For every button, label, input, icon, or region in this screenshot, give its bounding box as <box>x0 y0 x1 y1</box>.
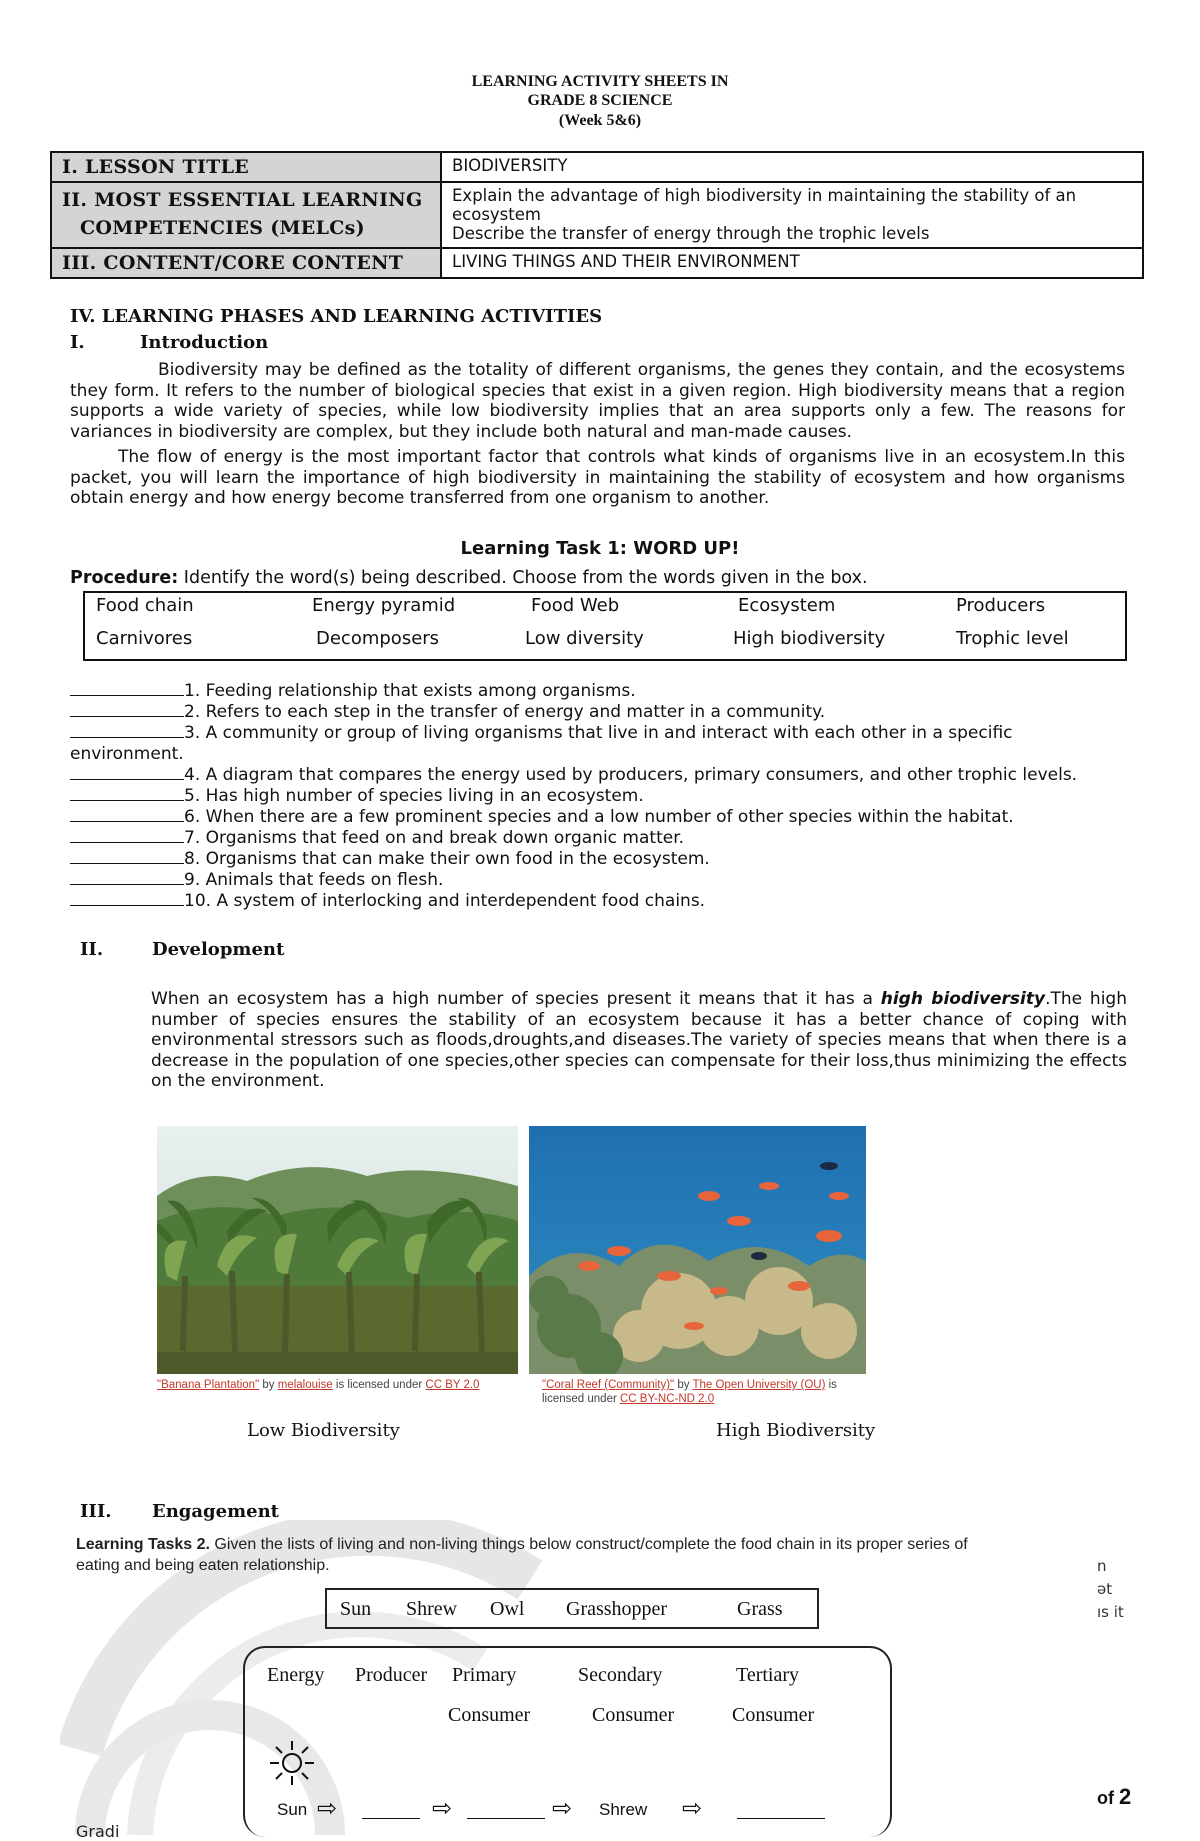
stray-text-fragments: n ət ıs it <box>1097 1557 1124 1621</box>
word-choice: Trophic level <box>956 628 1069 649</box>
task1-item-continuation: environment. <box>70 744 184 764</box>
chain-header-tertiary: Tertiary <box>736 1664 800 1686</box>
sheet-title-line3: (Week 5&6) <box>558 112 642 129</box>
task1-item: 2. Refers to each step in the transfer of energy and matter in a community. <box>70 702 825 722</box>
coral-reef-image <box>529 1126 866 1374</box>
left-credit-author-link[interactable]: melalouise <box>277 1379 333 1391</box>
task1-item: 1. Feeding relationship that exists among organisms. <box>70 681 636 701</box>
sun-icon <box>267 1738 317 1788</box>
chain-sub-consumer: Consumer <box>592 1704 675 1726</box>
food-item: Owl <box>490 1598 525 1620</box>
chain-answer-blank[interactable] <box>362 1818 420 1819</box>
task1-title: Learning Task 1: WORD UP! <box>460 538 740 559</box>
melc-label <box>51 182 441 248</box>
content-row <box>51 248 1143 278</box>
food-items-box <box>325 1588 819 1629</box>
food-item: Sun <box>340 1598 372 1620</box>
lesson-info-table <box>50 151 1144 279</box>
chain-header-primary: Primary <box>452 1664 517 1686</box>
left-credit-title-link[interactable]: "Banana Plantation" <box>157 1379 260 1391</box>
banana-plantation-image <box>157 1126 518 1374</box>
lesson-title-label: I. LESSON TITLE <box>51 152 441 182</box>
procedure-text: Identify the word(s) being described. Choose from the words given in the box. <box>183 568 868 588</box>
development-paragraph: When an ecosystem has a high number of species present it means that it has a high biodiversity.The high number of species ensures the stability of an ecosystem because it has a better chance of coping with environmental stressors such as floods,droughts,and diseases.The variety of species means that when there is a decrease in the population of one species,other species can compensate for their loss,thus minimizing the effects on the environment. <box>151 989 1127 1091</box>
melc-value-line2: ecosystem <box>452 205 541 224</box>
high-biodiversity-caption: High Biodiversity <box>716 1420 876 1441</box>
chain-sub-consumer: Consumer <box>732 1704 815 1726</box>
food-item: Shrew <box>406 1598 458 1620</box>
lesson-title-value: BIODIVERSITY <box>441 152 1143 182</box>
answer-blank[interactable] <box>70 702 184 717</box>
chain-sun-label: Sun <box>277 1800 308 1819</box>
chain-header-producer: Producer <box>355 1664 428 1686</box>
task1-procedure <box>70 568 868 588</box>
answer-blank[interactable] <box>70 849 184 864</box>
task1-item: 3. A community or group of living organisms that live in and interact with each other in a specific <box>70 723 1013 743</box>
task1-item: 5. Has high number of species living in an ecosystem. <box>70 786 644 806</box>
intro-paragraph-1: Biodiversity may be defined as the totality of different organisms, the genes they contain, and the ecosystems they form. It refers to the number of biological species that exist in a given region. High biodiversity means that a region supports a wide variety of species, while low biodiversity implies that an area supports only a few. The reasons for variances in biodiversity are complex, but they include both natural and man-made causes. <box>70 360 1125 442</box>
answer-blank[interactable] <box>70 723 184 738</box>
word-choice: Carnivores <box>96 628 193 649</box>
word-choice-box <box>83 591 1127 661</box>
word-choice: Food chain <box>96 595 194 616</box>
melc-value-line3: Describe the transfer of energy through the trophic levels <box>452 224 930 243</box>
chain-answer-blank[interactable] <box>737 1818 825 1819</box>
task1-item: 9. Animals that feeds on flesh. <box>70 870 443 890</box>
chain-header-energy: Energy <box>267 1664 325 1686</box>
bottom-text-fragment: Gradi <box>76 1822 120 1841</box>
chain-answer-blank[interactable] <box>467 1818 545 1819</box>
arrow-right-icon: ⇨ <box>682 1794 703 1822</box>
sheet-title-line1: LEARNING ACTIVITY SHEETS IN <box>471 73 729 90</box>
lesson-title-row <box>51 152 1143 182</box>
task1-item: 10. A system of interlocking and interdependent food chains. <box>70 891 705 911</box>
content-label: III. CONTENT/CORE CONTENT <box>51 248 441 278</box>
arrow-right-icon: ⇨ <box>317 1794 338 1822</box>
melc-label-line1: II. MOST ESSENTIAL LEARNING <box>62 189 423 211</box>
answer-blank[interactable] <box>70 765 184 780</box>
page-indicator: of 2 <box>1097 1784 1132 1809</box>
chain-header-secondary: Secondary <box>578 1664 663 1686</box>
answer-blank[interactable] <box>70 807 184 822</box>
word-choice: Decomposers <box>316 628 440 649</box>
right-credit-author-link[interactable]: The Open University (OU) <box>692 1379 826 1391</box>
content-value: LIVING THINGS AND THEIR ENVIRONMENT <box>441 248 1143 278</box>
procedure-label: Procedure: <box>70 568 179 588</box>
left-credit-license-link[interactable]: CC BY 2.0 <box>425 1379 480 1391</box>
arrow-right-icon: ⇨ <box>432 1794 453 1822</box>
development-numeral: II. <box>80 939 104 960</box>
chain-sub-consumer: Consumer <box>448 1704 531 1726</box>
word-choice: Ecosystem <box>738 595 836 616</box>
sheet-title-line2: GRADE 8 SCIENCE <box>527 92 673 109</box>
word-choice: High biodiversity <box>733 628 886 649</box>
low-biodiversity-caption: Low Biodiversity <box>247 1420 400 1441</box>
right-credit-license-link[interactable]: CC BY-NC-ND 2.0 <box>620 1393 715 1405</box>
chain-shrew-label: Shrew <box>599 1800 648 1819</box>
melc-value <box>441 182 1143 248</box>
task1-item: 7. Organisms that feed on and break down organic matter. <box>70 828 684 848</box>
answer-blank[interactable] <box>70 891 184 906</box>
right-credit-title-link[interactable]: "Coral Reef (Community)" <box>542 1379 675 1391</box>
task2-instructions: Learning Tasks 2. Given the lists of living and non-living things below construct/complete the food chain in its proper series of eating and being eaten relationship. <box>76 1536 968 1574</box>
melc-row <box>51 182 1143 248</box>
word-choice: Energy pyramid <box>312 595 456 616</box>
arrow-right-icon: ⇨ <box>552 1794 573 1822</box>
section-iv-heading: IV. LEARNING PHASES AND LEARNING ACTIVITIES <box>70 306 603 327</box>
answer-blank[interactable] <box>70 681 184 696</box>
development-heading: Development <box>152 939 285 960</box>
engagement-numeral: III. <box>80 1501 112 1522</box>
high-biodiversity-emphasis: high biodiversity <box>880 989 1046 1009</box>
answer-blank[interactable] <box>70 828 184 843</box>
task1-item: 8. Organisms that can make their own food in the ecosystem. <box>70 849 710 869</box>
intro-numeral: I. <box>70 332 85 353</box>
food-chain-diagram <box>243 1646 892 1837</box>
intro-heading: Introduction <box>140 332 269 353</box>
task1-item: 4. A diagram that compares the energy used by producers, primary consumers, and other trophic levels. <box>70 765 1077 785</box>
task2-label: Learning Tasks 2. <box>76 1536 210 1553</box>
task1-item: 6. When there are a few prominent species and a low number of other species within the habitat. <box>70 807 1014 827</box>
right-image-credit: "Coral Reef (Community)" by The Open University (OU) is licensed under CC BY-NC-ND 2.0 <box>542 1379 837 1405</box>
left-image-credit: "Banana Plantation" by melalouise is licensed under CC BY 2.0 <box>157 1379 480 1391</box>
word-choice: Producers <box>956 595 1046 616</box>
melc-value-line1: Explain the advantage of high biodiversity in maintaining the stability of an <box>452 186 1077 205</box>
intro-paragraph-2: The flow of energy is the most important factor that controls what kinds of organisms live in an ecosystem.In this packet, you will learn the importance of high biodiversity in maintaining the stability of ecosystem and how organisms obtain energy and how energy become transferred from one organism to another. <box>70 447 1125 508</box>
word-choice: Food Web <box>531 595 620 616</box>
food-item: Grasshopper <box>566 1598 668 1620</box>
melc-label-line2: COMPETENCIES (MELCs) <box>80 217 365 239</box>
food-item: Grass <box>737 1598 783 1620</box>
engagement-heading: Engagement <box>152 1501 279 1522</box>
word-choice: Low diversity <box>525 628 644 649</box>
answer-blank[interactable] <box>70 870 184 885</box>
answer-blank[interactable] <box>70 786 184 801</box>
